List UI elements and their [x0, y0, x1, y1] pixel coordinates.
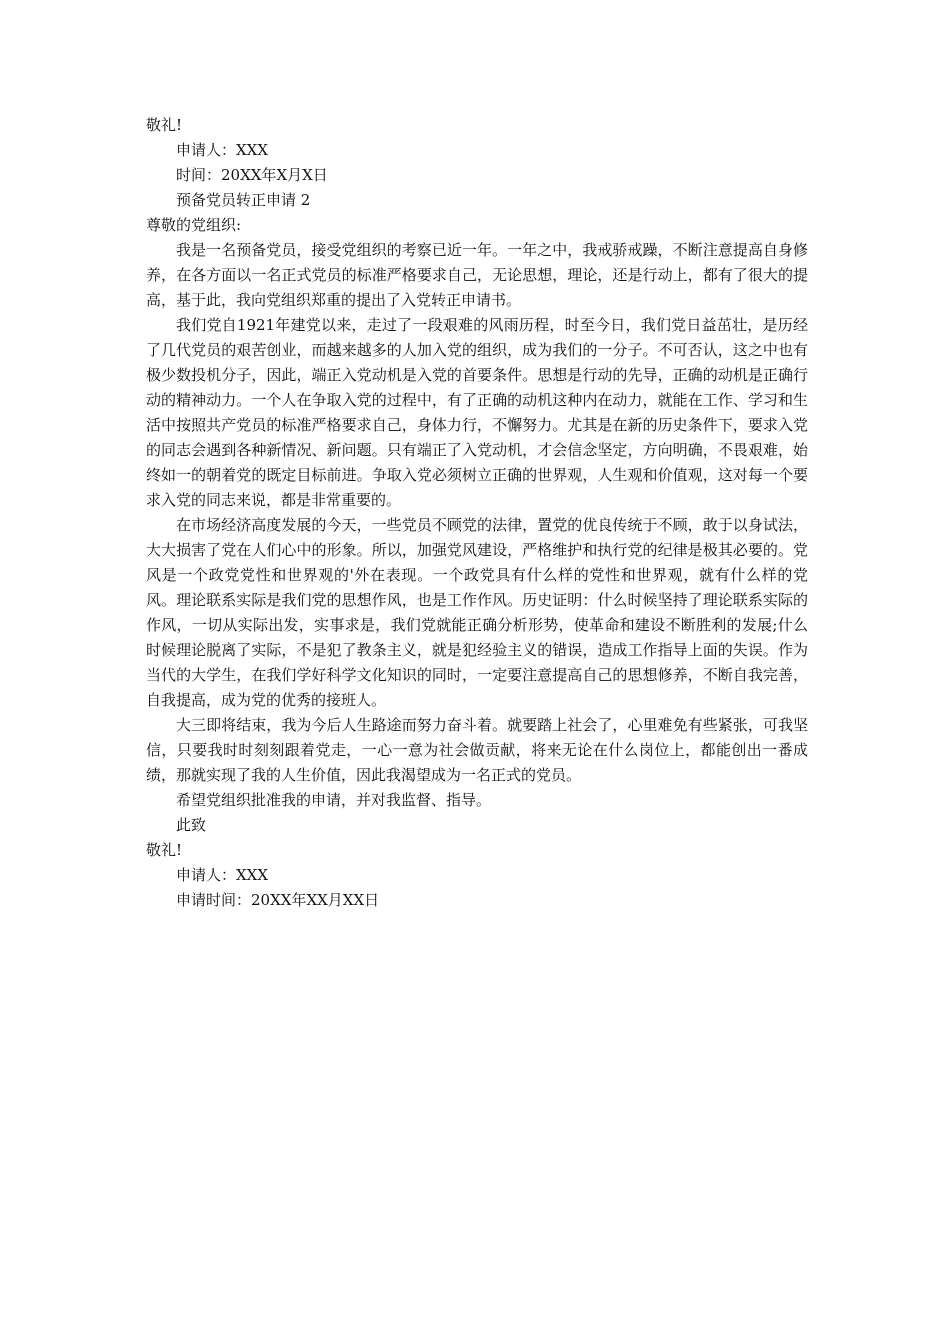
closing: 此致 — [176, 816, 207, 834]
greeting-bottom: 敬礼! — [146, 841, 183, 859]
paragraph: 大三即将结束，我为今后人生路途而努力奋斗着。就要踏上社会了，心里难免有些紧张，可我坚信，只要我时时刻刻跟着党走，一心一意为社会做贡献，将来无论在什么岗位上，都能创出一番成绩，那就实现了我的人生价值，因此我渴望成为一名正式的党员。 — [146, 716, 808, 784]
applicant-bottom: 申请人：XXX — [176, 866, 269, 884]
paragraph: 我们党自1921年建党以来，走过了一段艰难的风雨历程，时至今日，我们党日益茁壮，是历经了几代党员的艰苦创业，而越来越多的人加入党的组织，成为我们的一分子。不可否认，这之中也有极少数投机分子，因此，端正入党动机是入党的首要条件。思想是行动的先导，正确的动机是正确行动的精神动力。一个人在争取入党的过程中，有了正确的动机这种内在动力，就能在工作、学习和生活中按照共产党员的标准严格要求自己，身体力行，不懈努力。尤其是在新的历史条件下，要求入党的同志会遇到各种新情况、新问题。只有端正了入党动机，才会信念坚定，方向明确，不畏艰难，始终如一的朝着党的既定目标前进。争取入党必须树立正确的世界观，人生观和价值观，这对每一个要求入党的同志来说，都是非常重要的。 — [146, 316, 808, 509]
salutation: 尊敬的党组织: — [146, 216, 242, 234]
paragraph: 在市场经济高度发展的今天，一些党员不顾党的法律，置党的优良传统于不顾，敢于以身试法，大大损害了党在人们心中的形象。所以，加强党风建设，严格维护和执行党的纪律是极其必要的。党风是一个政党党性和世界观的'外在表现。一个政党具有什么样的党性和世界观，就有什么样的党风。理论联系实际是我们党的思想作风，也是工作作风。历史证明：什么时候坚持了理论联系实际的作风，一切从实际出发，实事求是，我们党就能正确分析形势，使革命和建设不断胜利的发展;什么时候理论脱离了实际，不是犯了教条主义，就是犯经验主义的错误，造成工作指导上面的失误。作为当代的大学生，在我们学好科学文化知识的同时，一定要注意提高自己的思想修养，不断自我完善，自我提高，成为党的优秀的接班人。 — [146, 516, 808, 709]
time-top: 时间：20XX年X月X日 — [176, 166, 328, 184]
greeting-top: 敬礼! — [146, 116, 183, 134]
paragraph: 我是一名预备党员，接受党组织的考察已近一年。一年之中，我戒骄戒躁，不断注意提高自身修养，在各方面以一名正式党员的标准严格要求自己，无论思想，理论，还是行动上，都有了很大的提高，基于此，我向党组织郑重的提出了入党转正申请书。 — [146, 241, 808, 309]
time-bottom: 申请时间：20XX年XX月XX日 — [176, 891, 380, 909]
section-title: 预备党员转正申请 2 — [176, 191, 311, 209]
document-page — [146, 113, 808, 913]
applicant-top: 申请人：XXX — [176, 141, 269, 159]
paragraph: 希望党组织批准我的申请，并对我监督、指导。 — [176, 791, 492, 809]
